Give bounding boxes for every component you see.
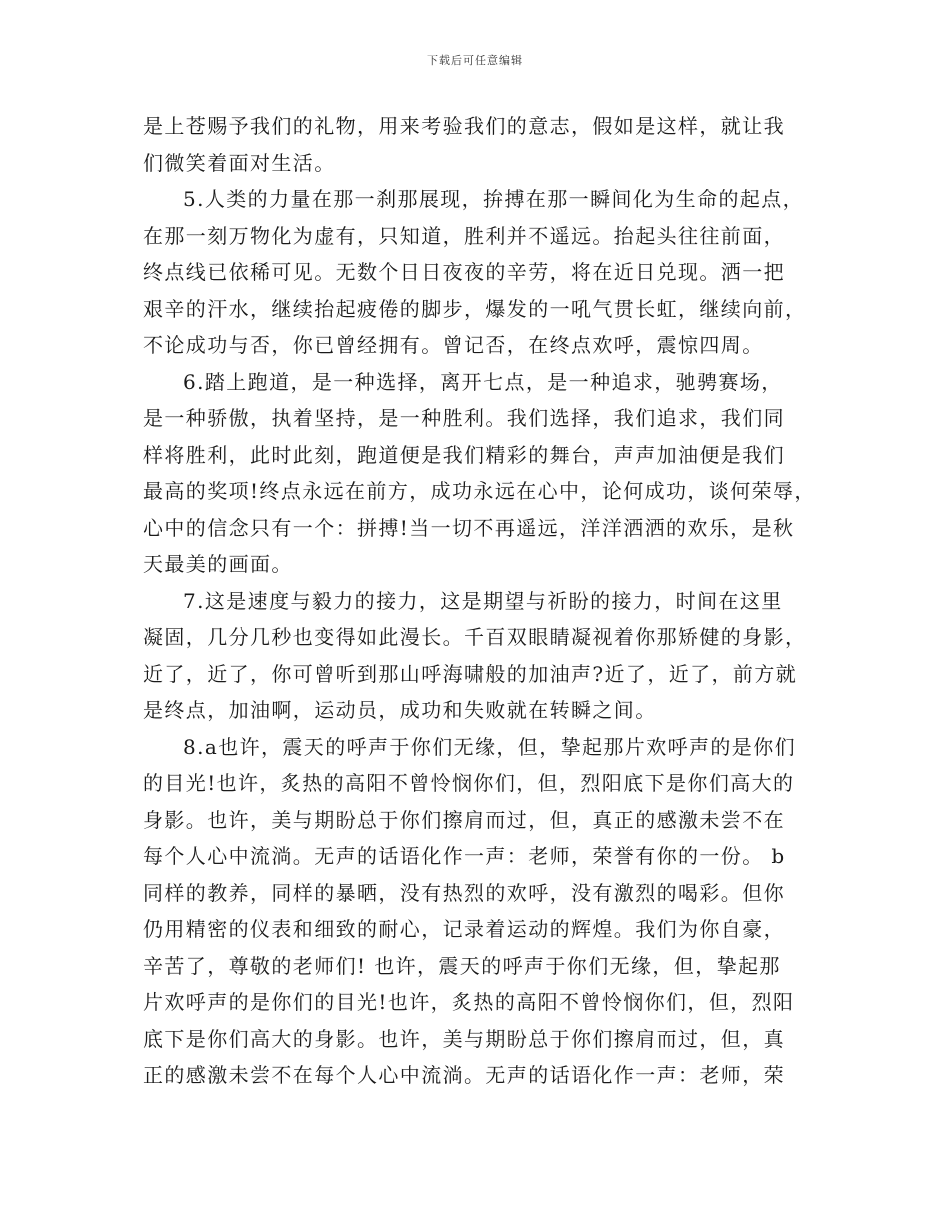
text-line: 7.这是速度与毅力的接力，这是期望与祈盼的接力，时间在这里 — [183, 588, 783, 613]
text-line: 身影。也许，美与期盼总于你们擦肩而过，但，真正的感激未尝不在 — [143, 807, 785, 832]
text-line: 片欢呼声的是你们的目光!也许，炙热的高阳不曾怜悯你们，但，烈阳 — [143, 990, 795, 1014]
text-line: 是一种骄傲，执着坚持，是一种胜利。我们选择，我们追求，我们同 — [143, 406, 785, 430]
document-body — [143, 108, 823, 1094]
text-line: 最高的奖项!终点永远在前方，成功永远在心中，论何成功，谈何荣辱， — [143, 479, 816, 503]
text-line: 是上苍赐予我们的礼物，用来考验我们的意志，假如是这样，就让我 — [143, 114, 785, 138]
page-header: 下载后可任意编辑 — [427, 54, 523, 67]
text-line: 8.a也许，震天的呼声于你们无缘，但，挚起那片欢呼声的是你们 — [183, 734, 797, 759]
text-line: 仍用精密的仪表和细致的耐心，记录着运动的辉煌。我们为你自豪， — [143, 917, 785, 941]
text-line: 天最美的画面。 — [143, 552, 293, 576]
text-line: 心中的信念只有一个：拼搏!当一切不再遥远，洋洋洒洒的欢乐，是秋 — [143, 515, 795, 540]
text-line: 同样的教养，同样的暴晒，没有热烈的欢呼，没有激烈的喝彩。但你 — [143, 880, 785, 905]
text-line: 5.人类的力量在那一刹那展现，拚搏在那一瞬间化为生命的起点， — [183, 187, 805, 211]
text-line: 凝固，几分几秒也变得如此漫长。千百双眼睛凝视着你那矫健的身影， — [143, 625, 807, 649]
text-line: 在那一刻万物化为虚有，只知道，胜利并不遥远。抬起头往往前面， — [143, 223, 785, 248]
text-line: 不论成功与否，你已曾经拥有。曾记否，在终点欢呼，震惊四周。 — [143, 333, 764, 357]
text-line: 辛苦了，尊敬的老师们! 也许，震天的呼声于你们无缘，但，挚起那 — [143, 953, 781, 978]
text-line: 每个人心中流淌。无声的话语化作一声：老师，荣誉有你的一份。 b — [143, 844, 786, 868]
text-line: 终点线已依稀可见。无数个日日夜夜的辛劳，将在近日兑现。洒一把 — [143, 260, 785, 284]
text-line: 6.踏上跑道，是一种选择，离开七点，是一种追求，驰骋赛场， — [183, 369, 783, 394]
text-line: 艰辛的汗水，继续抬起疲倦的脚步，爆发的一吼气贯长虹，继续向前， — [143, 296, 807, 321]
text-line: 底下是你们高大的身影。也许，美与期盼总于你们擦肩而过，但，真 — [143, 1026, 785, 1051]
text-line: 样将胜利，此时此刻，跑道便是我们精彩的舞台，声声加油便是我们 — [143, 442, 785, 467]
text-line: 是终点，加油啊，运动员，成功和失败就在转瞬之间。 — [143, 698, 657, 722]
text-line: 的目光!也许，炙热的高阳不曾怜悯你们，但，烈阳底下是你们高大的 — [143, 771, 795, 795]
text-line: 们微笑着面对生活。 — [143, 150, 336, 175]
text-line: 正的感激未尝不在每个人心中流淌。无声的话语化作一声：老师，荣 — [143, 1063, 785, 1087]
text-line: 近了，近了，你可曾听到那山呼海啸般的加油声?近了，近了，前方就 — [143, 661, 798, 686]
